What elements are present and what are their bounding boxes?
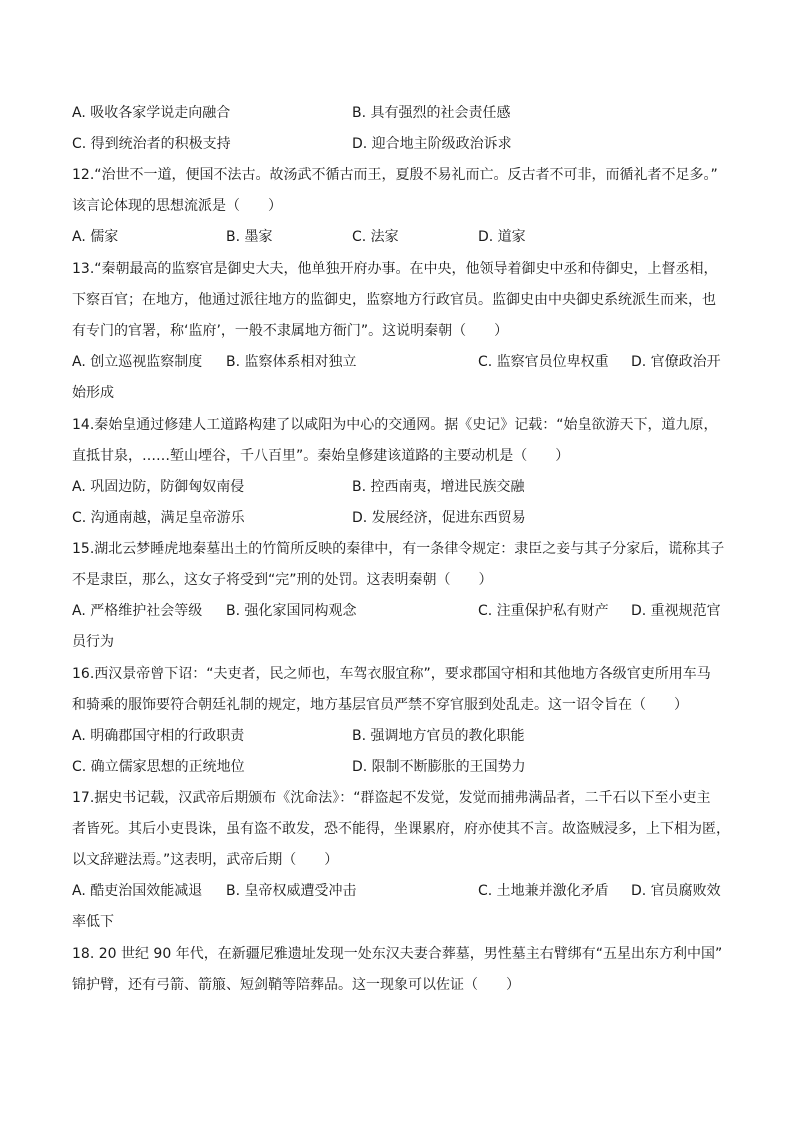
q13-stem-line-2: 下察百官；在地方，他通过派往地方的监御史，监察地方行政官员。监御史由中央御史系统派生而来，也: [72, 292, 716, 308]
q18-stem-line-2: 锦护臂，还有弓箭、箭箙、短剑鞘等陪葬品。这一现象可以佐证（ ）: [72, 977, 520, 993]
q15-stem-line-2: 不是隶臣，那么，这女子将受到“完”刑的处罚。这表明秦朝（ ）: [72, 572, 493, 588]
q12-stem-line-2: 该言论体现的思想流派是（ ）: [72, 198, 282, 214]
q13-option-d: D. 官僚政治开: [631, 354, 721, 370]
q17-option-b: B. 皇帝权威遭受冲击: [226, 883, 357, 899]
q16-option-d: D. 限制不断膨胀的王国势力: [352, 759, 526, 775]
q16-stem-line-1: 16.西汉景帝曾下诏：“夫吏者，民之师也，车驾衣服宜称”，要求郡国守相和其他地方各级官吏所用车马: [72, 666, 711, 682]
q12-option-c: C. 法家: [352, 229, 399, 245]
q13-stem-line-3: 有专门的官署，称‘监府’，一般不隶属地方衙门”。这说明秦朝（ ）: [72, 323, 509, 339]
q16-option-a: A. 明确郡国守相的行政职责: [72, 728, 245, 744]
q15-stem-line-1: 15.湖北云梦睡虎地秦墓出土的竹简所反映的秦律中，有一条律令规定：隶臣之妾与其子分家后，谎称其子: [72, 541, 725, 557]
q16-option-c: C. 确立儒家思想的正统地位: [72, 759, 245, 775]
q13-option-b: B. 监察体系相对独立: [226, 354, 357, 370]
q13-option-d-continuation: 始形成: [72, 385, 114, 401]
q15-option-b: B. 强化家国同构观念: [226, 603, 357, 619]
q15-option-a: A. 严格维护社会等级: [72, 603, 203, 619]
q12-option-a: A. 儒家: [72, 229, 119, 245]
q14-option-d: D. 发展经济，促进东西贸易: [352, 510, 526, 526]
q11-option-b: B. 具有强烈的社会责任感: [352, 105, 511, 121]
q13-option-a: A. 创立巡视监察制度: [72, 354, 203, 370]
q13-option-c: C. 监察官员位卑权重: [478, 354, 609, 370]
q15-option-c: C. 注重保护私有财产: [478, 603, 609, 619]
q16-stem-line-2: 和骑乘的服饰要符合朝廷礼制的规定，地方基层官员严禁不穿官服到处乱走。这一诏令旨在（ ）: [72, 697, 688, 713]
q11-option-c: C. 得到统治者的积极支持: [72, 136, 231, 152]
q12-option-b: B. 墨家: [226, 229, 273, 245]
q16-option-b: B. 强调地方官员的教化职能: [352, 728, 525, 744]
q11-option-d: D. 迎合地主阶级政治诉求: [352, 136, 512, 152]
q13-stem-line-1: 13.“秦朝最高的监察官是御史大夫，他单独开府办事。在中央，他领导着御史中丞和侍御史，上督丞相，: [72, 261, 718, 277]
q17-option-a: A. 酷吏治国效能减退: [72, 883, 203, 899]
q17-option-d-continuation: 率低下: [72, 914, 114, 930]
q14-option-a: A. 巩固边防，防御匈奴南侵: [72, 479, 245, 495]
q18-stem-line-1: 18. 20 世纪 90 年代，在新疆尼雅遗址发现一处东汉夫妻合葬墓，男性墓主右臂绑有“五星出东方利中国”: [72, 946, 723, 962]
q11-option-a: A. 吸收各家学说走向融合: [72, 105, 231, 121]
q14-stem-line-1: 14.秦始皇通过修建人工道路构建了以咸阳为中心的交通网。据《史记》记载：“始皇欲游天下，道九原，: [72, 417, 718, 433]
q12-stem-line-1: 12.“治世不一道，便国不法古。故汤武不循古而王，夏殷不易礼而亡。反古者不可非，而循礼者不足多。”: [72, 167, 718, 183]
q14-option-c: C. 沟通南越，满足皇帝游乐: [72, 510, 245, 526]
q17-stem-line-2: 者皆死。其后小吏畏诛，虽有盗不敢发，恐不能得，坐课累府，府亦使其不言。故盗贼浸多，上下相为匿，: [72, 821, 730, 837]
q14-stem-line-2: 直抵甘泉，……堑山堙谷，千八百里”。秦始皇修建该道路的主要动机是（ ）: [72, 448, 570, 464]
q17-option-c: C. 土地兼并激化矛盾: [478, 883, 609, 899]
q17-option-d: D. 官员腐败效: [631, 883, 721, 899]
q15-option-d: D. 重视规范官: [631, 603, 721, 619]
q15-option-d-continuation: 员行为: [72, 634, 114, 650]
q12-option-d: D. 道家: [478, 229, 526, 245]
q17-stem-line-1: 17.据史书记载，汉武帝后期颁布《沈命法》：“群盗起不发觉，发觉而捕弗满品者，二千石以下至小吏主: [72, 790, 711, 806]
q17-stem-line-3: 以文辞避法焉。”这表明，武帝后期（ ）: [72, 852, 339, 868]
q14-option-b: B. 控西南夷，增进民族交融: [352, 479, 525, 495]
